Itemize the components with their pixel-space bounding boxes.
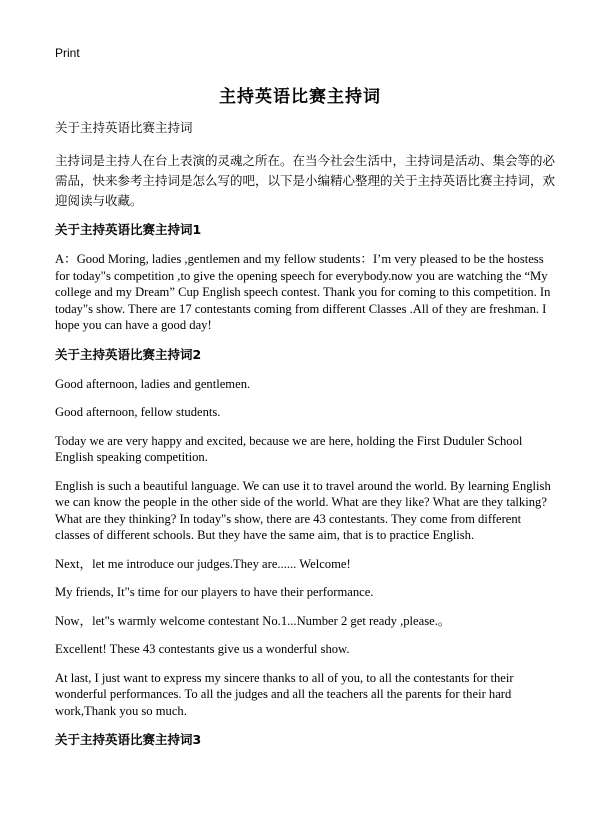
paragraph: Good afternoon, fellow students. [55,405,221,419]
document-body [55,119,555,761]
print-link[interactable]: Print [55,46,80,60]
section-heading-3: 关于主持英语比赛主持词3 [55,732,202,747]
document-subtitle: 关于主持英语比赛主持词 [55,120,193,135]
paragraph: English is such a beautiful language. We can use it to travel around the world. By learning English we can know the people in the other side of the world. What are they like? What are they talking? What are they thinking? In today"s show, there are 43 contestants. They come from different classes of different schools. But they have the same aim, that is to practice English. [55,478,551,542]
paragraph: Excellent! These 43 contestants give us a wonderful show. [55,642,350,656]
page-title: 主持英语比赛主持词 [219,87,381,107]
paragraph: Next，let me introduce our judges.They are...... Welcome! [55,556,351,571]
paragraph: Good afternoon, ladies and gentlemen. [55,376,251,391]
paragraph: A：Good Moring, ladies ,gentlemen and my fellow students：I’m very pleased to be the hostess for today"s competition ,to give the opening speech for everybody.now you are watching the “My college and my Dream” Cup English speech contest. Thank you for coming to this competition. In today"s show. There are 17 contestants coming from different Classes .All of they are freshman. I hope you can have a good day! [55,252,551,332]
intro-paragraph: 主持词是主持人在台上表演的灵魂之所在。在当今社会生活中，主持词是活动、集会等的必需品，快来参考主持词是怎么写的吧，以下是小编精心整理的关于主持英语比赛主持词，欢迎阅读与收藏。 [55,153,556,208]
paragraph: Now，let"s warmly welcome contestant No.1...Number 2 get ready ,please.。 [55,613,451,628]
paragraph: Today we are very happy and excited, because we are here, holding the First Duduler School English speaking competition. [55,433,523,464]
section-heading-1: 关于主持英语比赛主持词1 [55,222,202,237]
paragraph: My friends, It"s time for our players to have their performance. [55,585,374,599]
paragraph: At last, I just want to express my sincere thanks to all of you, to all the contestants for their wonderful performances. To all the judges and all the teachers all the parents for their hard work,Thank you so much. [55,670,514,718]
section-heading-2: 关于主持英语比赛主持词2 [55,346,202,362]
